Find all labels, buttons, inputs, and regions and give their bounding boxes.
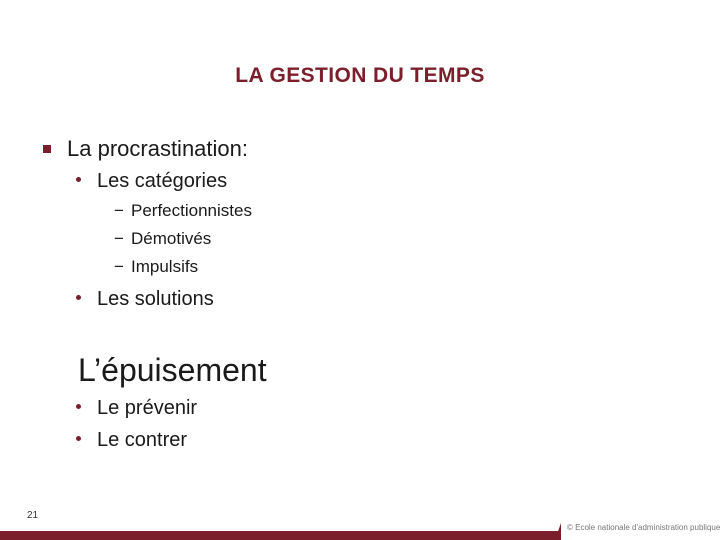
dot-bullet-icon [76, 404, 81, 409]
bullet-procrastination-label: La procrastination: [67, 136, 248, 161]
dash-bullet-icon: − [114, 229, 124, 248]
slide-title-text: LA GESTION DU TEMPS [235, 64, 485, 87]
bullet-prevenir [76, 397, 197, 420]
sub-bullet-label: Démotivés [131, 229, 212, 248]
sub-bullet-perfectionnistes [114, 201, 252, 221]
square-bullet-icon [43, 145, 51, 153]
heading-epuisement-label: L’épuisement [78, 352, 267, 388]
copyright-text: © Ecole nationale d'administration publique [567, 523, 720, 532]
footer-bar-wedge [555, 523, 561, 540]
slide-title [0, 64, 720, 88]
heading-epuisement [78, 352, 267, 389]
bullet-contrer [76, 429, 187, 452]
dash-bullet-icon: − [114, 257, 124, 276]
sub-bullet-label: Perfectionnistes [131, 201, 252, 220]
sub-bullet-demotives [114, 229, 211, 249]
dot-bullet-icon [76, 177, 81, 182]
bullet-contrer-label: Le contrer [97, 429, 188, 451]
sub-bullet-impulsifs [114, 257, 198, 277]
dot-bullet-icon [76, 436, 81, 441]
page-number: 21 [27, 510, 39, 521]
bullet-categories-label: Les catégories [97, 170, 228, 192]
bullet-procrastination [43, 136, 248, 162]
bullet-solutions-label: Les solutions [97, 288, 214, 310]
dot-bullet-icon [76, 295, 81, 300]
sub-bullet-label: Impulsifs [131, 257, 199, 276]
footer-bar [0, 531, 560, 540]
bullet-solutions [76, 288, 214, 311]
dash-bullet-icon: − [114, 201, 124, 220]
bullet-categories [76, 170, 227, 193]
bullet-prevenir-label: Le prévenir [97, 397, 198, 419]
